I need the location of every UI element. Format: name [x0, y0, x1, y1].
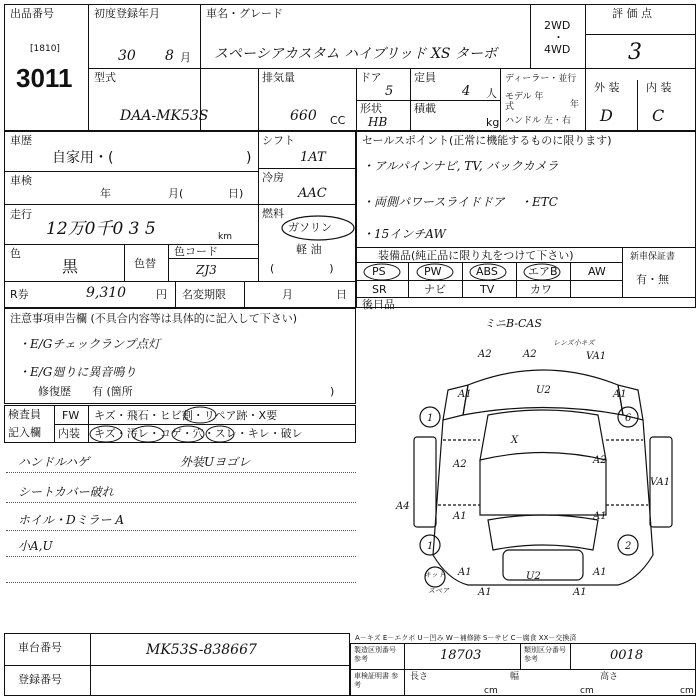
color-code-label: 色コード	[174, 245, 218, 258]
wheel-mark-rl: 1	[427, 541, 434, 552]
recycle-label: R券	[10, 288, 29, 301]
load-label: 積載	[414, 102, 436, 115]
name-value: スペーシアカスタム ハイブリッド XS ターボ	[214, 46, 497, 62]
diag-va1-right: VA1	[650, 477, 671, 488]
cap-value: 4	[462, 84, 471, 99]
equip-ps: PS	[372, 265, 386, 278]
diag-a2-l: A2	[453, 459, 467, 470]
sales-point-3: ・ETC	[520, 195, 558, 209]
inspect-year: 年	[100, 187, 111, 200]
color-value: 黒	[62, 257, 79, 276]
equip-sr: SR	[372, 283, 387, 296]
chassis-value: MK53S-838667	[146, 642, 257, 658]
sales-label: セールスポイント(正常に機能するものに限ります)	[362, 134, 612, 147]
name-change-day: 日	[336, 288, 347, 301]
name-change-month: 月	[282, 288, 293, 301]
diag-x-roof: X	[511, 435, 519, 446]
cc-label: 排気量	[262, 71, 295, 84]
maker-value: 18703	[440, 648, 482, 663]
drive-2wd: 2WD	[544, 19, 571, 32]
equip-airbag: エアB	[528, 265, 558, 278]
cap-unit: 人	[486, 87, 497, 100]
note-2: ・E/G廻りに異音鳴り	[18, 365, 137, 379]
class-label: 類別区分番号 参考	[524, 646, 566, 663]
fuel-gas: ガソリン	[288, 221, 332, 234]
cap-label: 定員	[414, 71, 436, 84]
equip-aw: AW	[588, 265, 606, 278]
diag-a1-rb1: A1	[458, 567, 472, 578]
inspector-label-2: 記入欄	[8, 426, 41, 439]
history-value: 自家用・(	[52, 150, 114, 166]
model-label: 型式	[94, 71, 116, 84]
model-value: DAA-MK53S	[120, 108, 209, 124]
length-cm: cm	[484, 686, 498, 696]
int-value: C	[652, 106, 665, 125]
wheel-mark-fr: 6	[625, 413, 632, 424]
ext-label: 外 装	[594, 81, 620, 94]
cert-label: 車検証明書 参考	[354, 672, 399, 689]
lot-sub: [1810]	[30, 44, 60, 54]
diag-a1-rr: A1	[593, 511, 607, 522]
wheel-mark-rr: 2	[625, 541, 632, 552]
aftermarket-label: 後日品	[362, 298, 395, 311]
int-inspect-label: 内装	[58, 427, 80, 440]
fw-items: キズ・飛石・ヒビ割・リペア跡・X要	[94, 409, 278, 422]
door-value: 5	[385, 84, 394, 99]
diag-a1-rl: A1	[453, 511, 467, 522]
model-year-label: モデル 年式	[505, 92, 544, 112]
remark-2: シートカバー破れ	[18, 485, 114, 499]
ext-value: D	[600, 106, 613, 125]
diag-a2-left: A2	[478, 349, 492, 360]
int-items: キズ・汚レ・コゲ・穴・スレ・キレ・破レ	[94, 427, 303, 440]
equip-pw: PW	[424, 265, 442, 278]
diag-kit: キット	[424, 571, 445, 579]
history-close: )	[246, 150, 252, 166]
door-label: ドア	[360, 71, 382, 84]
diag-lens-note: レンズ小キズ	[553, 339, 595, 347]
fuel-diesel: 軽 油	[296, 243, 322, 256]
note-1: ・E/Gチェックランプ点灯	[18, 337, 161, 351]
color-code-value: ZJ3	[196, 263, 217, 277]
plate-label: 登録番号	[18, 673, 62, 686]
inspect-month: 月(	[168, 187, 184, 200]
shape-value: HB	[368, 115, 388, 129]
diag-a1-fl: A1	[458, 389, 472, 400]
equip-label: 装備品(純正品に限り丸をつけて下さい)	[378, 249, 574, 262]
ac-label: 冷房	[262, 171, 284, 184]
diag-a1-rb2: A1	[593, 567, 607, 578]
lot-label: 出品番号	[10, 7, 54, 20]
cc-value: 660	[290, 108, 317, 124]
grade-label: 評 価 点	[612, 7, 652, 20]
equip-navi: ナビ	[424, 283, 446, 296]
shift-value: 1AT	[300, 150, 326, 165]
height-cm: cm	[680, 686, 694, 696]
fuel-label: 燃料	[262, 207, 284, 220]
sales-point-4: ・15インチAW	[362, 227, 446, 241]
fuel-paren: ( )	[270, 262, 334, 275]
mileage-unit: km	[218, 232, 232, 242]
car-diagram	[396, 339, 678, 598]
class-value: 0018	[610, 648, 644, 663]
load-unit: kg	[486, 116, 500, 129]
diag-u2-front: U2	[536, 385, 551, 396]
cc-unit: CC	[330, 114, 346, 127]
name-change-label: 名変期限	[182, 288, 226, 301]
remark-1: ハンドルハゲ	[18, 455, 90, 469]
diag-spare: スペア	[428, 587, 449, 595]
name-label: 車名・グレード	[206, 7, 283, 20]
width-label: 幅	[510, 672, 520, 682]
inspect-day: 日)	[228, 187, 244, 200]
diag-a4: A4	[396, 501, 410, 512]
int-label: 内 装	[646, 81, 672, 94]
width-cm: cm	[580, 686, 594, 696]
equip-abs: ABS	[476, 265, 498, 278]
handle-label: ハンドル 左・右	[505, 116, 571, 126]
diag-a1-fr: A1	[613, 389, 627, 400]
repair-close: )	[330, 385, 335, 398]
notes-label: 注意事項申告欄 (不具合内容等は具体的に記入して下さい)	[10, 312, 298, 325]
reg-month-unit: 月	[180, 51, 191, 64]
aftermarket-value: ミニB-CAS	[484, 317, 542, 330]
diag-a2-r: A2	[593, 455, 607, 466]
grade-value: 3	[628, 40, 642, 65]
drive-sep: ・	[553, 31, 564, 44]
diag-u2-rear: U2	[526, 571, 541, 582]
sales-point-1: ・アルパインナビ, TV, バックカメラ	[362, 159, 559, 173]
repair-value: 有 (箇所	[92, 385, 133, 398]
sales-point-2: ・両側パワースライドドア	[362, 195, 505, 209]
reg-label: 初度登録年月	[94, 7, 160, 20]
lot-number: 3011	[16, 63, 73, 93]
mileage-value: 12万0千0 3 5	[46, 219, 156, 239]
equip-tv: TV	[480, 283, 495, 296]
history-label: 車歴	[10, 134, 32, 147]
fuel-circle-mark	[278, 212, 358, 242]
reg-month: 8	[165, 48, 174, 64]
maker-label: 製造区別番号 参考	[354, 646, 396, 663]
recycle-unit: 円	[156, 288, 167, 301]
color-label: 色	[10, 247, 21, 260]
inspector-circle-marks	[88, 405, 348, 445]
diag-va1-top: VA1	[586, 351, 607, 362]
chassis-label: 車台番号	[18, 641, 62, 654]
length-label: 長さ	[410, 672, 429, 682]
repair-label: 修復歴	[38, 385, 71, 398]
warranty-value: 有・無	[636, 273, 669, 286]
inspect-label: 車検	[10, 174, 32, 187]
ac-value: AAC	[298, 186, 327, 201]
wheel-mark-fl: 1	[427, 413, 434, 424]
height-label: 高さ	[600, 672, 619, 682]
shape-label: 形状	[360, 102, 382, 115]
reg-year: 30	[118, 48, 136, 64]
shift-label: シフト	[262, 134, 295, 147]
fw-label: FW	[62, 409, 80, 422]
remark-right: 外装Uヨゴレ	[180, 455, 251, 469]
model-year-unit: 年	[570, 100, 580, 110]
recycle-value: 9,310	[86, 285, 127, 301]
warranty-label: 新車保証書	[630, 252, 676, 262]
diag-a1-bl: A1	[478, 587, 492, 598]
inspector-label-1: 検査員	[8, 408, 41, 421]
equip-leather: カワ	[530, 283, 552, 296]
mileage-label: 走行	[10, 208, 32, 221]
diag-a2-mid: A2	[523, 349, 537, 360]
dealer-label: ディーラー・並行	[505, 74, 577, 84]
remark-3: ホイル・Dミラー A	[18, 513, 125, 527]
diag-a1-br: A1	[573, 587, 587, 598]
damage-legend: A－キズ E－エクボ U－凹み W－補修跡 S－サビ C－腐食 XX－交換済	[355, 634, 577, 642]
equip-circle-marks	[360, 262, 570, 282]
remark-4: 小A,U	[18, 539, 53, 553]
color-change-label: 色替	[134, 257, 156, 270]
drive-4wd: 4WD	[544, 43, 571, 56]
